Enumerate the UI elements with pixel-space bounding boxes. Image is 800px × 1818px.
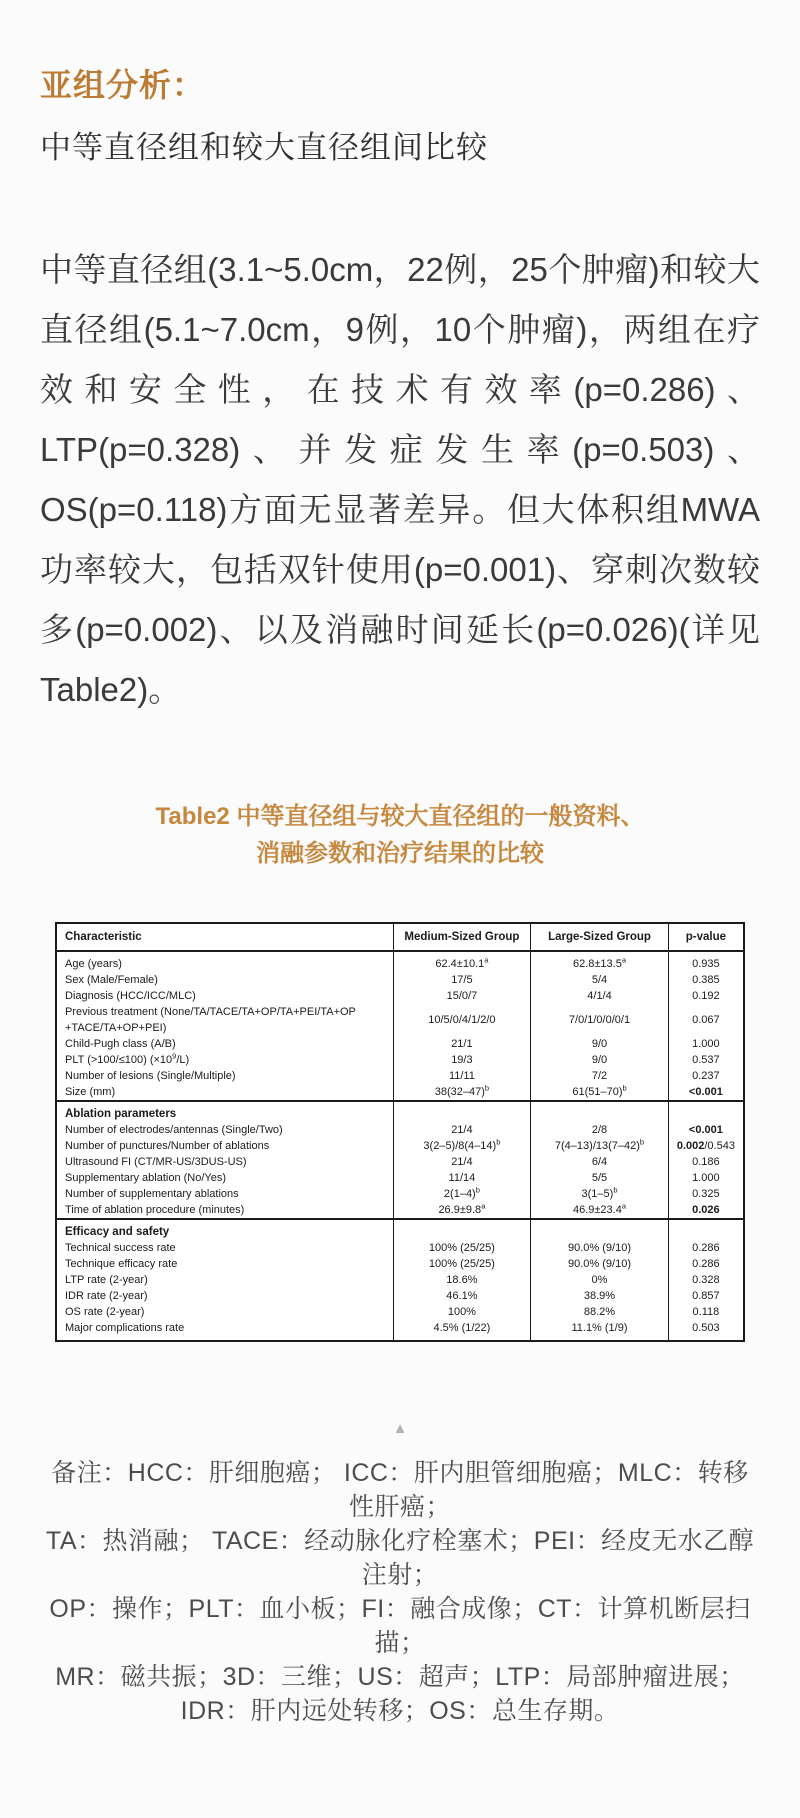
table-row xyxy=(56,1084,744,1101)
large-value: 2/8 xyxy=(531,1122,669,1138)
table-header xyxy=(56,923,744,951)
large-value: 4/1/4 xyxy=(531,988,669,1004)
large-value: 90.0% (9/10) xyxy=(531,1256,669,1272)
p-value: 0.192 xyxy=(668,988,744,1004)
medium-value: 15/0/7 xyxy=(393,988,531,1004)
large-value: 7/0/1/0/0/0/1 xyxy=(531,1004,669,1036)
large-value: 9/0 xyxy=(531,1052,669,1068)
p-value: 0.325 xyxy=(668,1186,744,1202)
row-label: Number of lesions (Single/Multiple) xyxy=(65,1070,236,1082)
p-value: 0.026 xyxy=(668,1202,744,1219)
p-value: 1.000 xyxy=(668,1170,744,1186)
table-row xyxy=(56,1004,744,1036)
note-line: TA：热消融； TACE：经动脉化疗栓塞术；PEI：经皮无水乙醇注射； xyxy=(45,1527,755,1589)
large-value: 62.8±13.5$^a$ xyxy=(531,951,669,972)
medium-value: 100% (25/25) xyxy=(393,1256,531,1272)
table-row xyxy=(56,1122,744,1138)
large-value: 5/5 xyxy=(531,1170,669,1186)
medium-value: 17/5 xyxy=(393,972,531,988)
medium-value: 18.6% xyxy=(393,1272,531,1288)
p-value: 0.286 xyxy=(668,1240,744,1256)
row-label: Sex (Male/Female) xyxy=(65,974,158,986)
large-value: 7/2 xyxy=(531,1068,669,1084)
section-title: Efficacy and safety xyxy=(56,1219,393,1240)
row-label: Diagnosis (HCC/ICC/MLC) xyxy=(65,990,196,1002)
row-label: Child-Pugh class (A/B) xyxy=(65,1038,176,1050)
table-row xyxy=(56,1240,744,1256)
p-value: 0.118 xyxy=(668,1304,744,1320)
medium-value: 26.9±9.8$^a$ xyxy=(393,1202,531,1219)
p-value: 0.067 xyxy=(668,1004,744,1036)
empty-cell xyxy=(393,1101,531,1122)
table-row xyxy=(56,988,744,1004)
medium-value: $2(1-4)^b$ xyxy=(393,1186,531,1202)
large-value: 90.0% (9/10) xyxy=(531,1240,669,1256)
row-label: Time of ablation procedure (minutes) xyxy=(65,1204,245,1216)
p-value: 0.328 xyxy=(668,1272,744,1288)
p-value: <0.001 xyxy=(668,1084,744,1101)
medium-value: 21/4 xyxy=(393,1154,531,1170)
table-row xyxy=(56,1036,744,1052)
column-header: Large-Sized Group xyxy=(531,923,669,951)
medium-value: 21/4 xyxy=(393,1122,531,1138)
medium-value: 21/1 xyxy=(393,1036,531,1052)
medium-value: 62.4±10.1$^a$ xyxy=(393,951,531,972)
note-line: MR：磁共振；3D：三维；US：超声；LTP：局部肿瘤进展； xyxy=(55,1663,745,1691)
large-value: 11.1% (1/9) xyxy=(531,1320,669,1341)
table-row xyxy=(56,1052,744,1068)
large-value: 5/4 xyxy=(531,972,669,988)
table-row xyxy=(56,1320,744,1341)
row-label: Technique efficacy rate xyxy=(65,1258,178,1270)
medium-value: 11/14 xyxy=(393,1170,531,1186)
p-value: 0.186 xyxy=(668,1154,744,1170)
table-row xyxy=(56,1202,744,1219)
medium-value: $38(32-47)^b$ xyxy=(393,1084,531,1101)
medium-value: 100% (25/25) xyxy=(393,1240,531,1256)
section-title: Ablation parameters xyxy=(56,1101,393,1122)
p-value: 0.935 xyxy=(668,951,744,972)
row-label: OS rate (2-year) xyxy=(65,1306,145,1318)
empty-cell xyxy=(668,1101,744,1122)
collapse-table-button[interactable] xyxy=(0,1420,800,1437)
table-title xyxy=(0,798,800,872)
row-label: Ultrasound FI (CT/MR-US/3DUS-US) xyxy=(65,1156,247,1168)
large-value: $61(51-70)^b$ xyxy=(531,1084,669,1101)
table-row xyxy=(56,1138,744,1154)
row-label: Number of supplementary ablations xyxy=(65,1188,239,1200)
table-row xyxy=(56,1272,744,1288)
section-subheading: 中等直径组和较大直径组间比较 xyxy=(40,130,488,165)
table-title-line2: 消融参数和治疗结果的比较 xyxy=(256,840,544,867)
empty-cell xyxy=(531,1219,669,1240)
row-label: Number of electrodes/antennas (Single/Two) xyxy=(65,1124,283,1136)
medium-value: $3(2-5)/8(4-14)^b$ xyxy=(393,1138,531,1154)
row-label: Major complications rate xyxy=(65,1322,185,1334)
section-header-row xyxy=(56,1219,744,1240)
p-value: 1.000 xyxy=(668,1036,744,1052)
medium-value: 46.1% xyxy=(393,1288,531,1304)
comparison-table xyxy=(55,922,745,1342)
abbreviation-notes xyxy=(40,1456,760,1728)
row-label: Supplementary ablation (No/Yes) xyxy=(65,1172,227,1184)
large-value: 9/0 xyxy=(531,1036,669,1052)
large-value: 0% xyxy=(531,1272,669,1288)
column-header: Medium-Sized Group xyxy=(393,923,531,951)
note-line: 备注：HCC：肝细胞癌； ICC：肝内胆管细胞癌；MLC：转移性肝癌； xyxy=(51,1459,749,1521)
p-value: 0.237 xyxy=(668,1068,744,1084)
row-label: IDR rate (2-year) xyxy=(65,1290,148,1302)
table-row xyxy=(56,1186,744,1202)
medium-value: 4.5% (1/22) xyxy=(393,1320,531,1341)
note-line: IDR：肝内远处转移；OS：总生存期。 xyxy=(180,1697,620,1725)
medium-value: 19/3 xyxy=(393,1052,531,1068)
large-value: 38.9% xyxy=(531,1288,669,1304)
body-paragraph: 中等直径组(3.1~5.0cm，22例，25个肿瘤)和较大直径组(5.1~7.0cm，9例，10个肿瘤)，两组在疗效和安全性，在技术有效率(p=0.286)、LTP(p=0.328)、并发症发生率(p=0.503)、OS(p=0.118)方面无显著差异。但大体积组MWA功率较大，包括双针使用(p=0.001)、穿刺次数较多(p=0.002)、以及消融时间延长(p=0.026)(详见Table2)。 xyxy=(40,251,760,708)
row-label: Previous treatment (None/TA/TACE/TA+OP/TA+PEI/TA+OP +TACE/TA+OP+PEI) xyxy=(65,1006,356,1034)
row-label: PLT (>100/≤100) $(\times 10^9/L)$ xyxy=(65,1051,190,1066)
table-row xyxy=(56,1154,744,1170)
row-label: Age (years) xyxy=(65,958,122,970)
table2-container xyxy=(55,922,745,1342)
p-value: 0.857 xyxy=(668,1288,744,1304)
p-value: 0.286 xyxy=(668,1256,744,1272)
p-value: 0.002/0.543 xyxy=(668,1138,744,1154)
note-line: OP：操作；PLT：血小板；FI：融合成像；CT：计算机断层扫描； xyxy=(49,1595,751,1657)
empty-cell xyxy=(531,1101,669,1122)
triangle-up-icon: ▲ xyxy=(392,1420,408,1437)
empty-cell xyxy=(393,1219,531,1240)
table-title-line1: Table2 中等直径组与较大直径组的一般资料、 xyxy=(155,803,645,830)
row-label: LTP rate (2-year) xyxy=(65,1274,148,1286)
table-row xyxy=(56,1170,744,1186)
row-label: Number of punctures/Number of ablations xyxy=(65,1140,270,1152)
row-label: Technical success rate xyxy=(65,1242,176,1254)
section-header-row xyxy=(56,1101,744,1122)
table-row xyxy=(56,1068,744,1084)
table-row xyxy=(56,1304,744,1320)
table-row xyxy=(56,951,744,972)
large-value: $3(1-5)^b$ xyxy=(531,1186,669,1202)
medium-value: 100% xyxy=(393,1304,531,1320)
column-header: p-value xyxy=(668,923,744,951)
large-value: 6/4 xyxy=(531,1154,669,1170)
medium-value: 10/5/0/4/1/2/0 xyxy=(393,1004,531,1036)
medium-value: 11/11 xyxy=(393,1068,531,1084)
p-value: 0.503 xyxy=(668,1320,744,1341)
p-value: 0.537 xyxy=(668,1052,744,1068)
row-label: Size (mm) xyxy=(65,1086,116,1098)
p-value: 0.385 xyxy=(668,972,744,988)
column-header: Characteristic xyxy=(56,923,393,951)
table-row xyxy=(56,1288,744,1304)
section-heading: 亚组分析： xyxy=(40,67,206,103)
table-row xyxy=(56,972,744,988)
empty-cell xyxy=(668,1219,744,1240)
table-row xyxy=(56,1256,744,1272)
large-value: 88.2% xyxy=(531,1304,669,1320)
large-value: $7(4-13)/13(7-42)^b$ xyxy=(531,1138,669,1154)
p-value: <0.001 xyxy=(668,1122,744,1138)
large-value: 46.9±23.4$^a$ xyxy=(531,1202,669,1219)
table-body xyxy=(56,951,744,1341)
